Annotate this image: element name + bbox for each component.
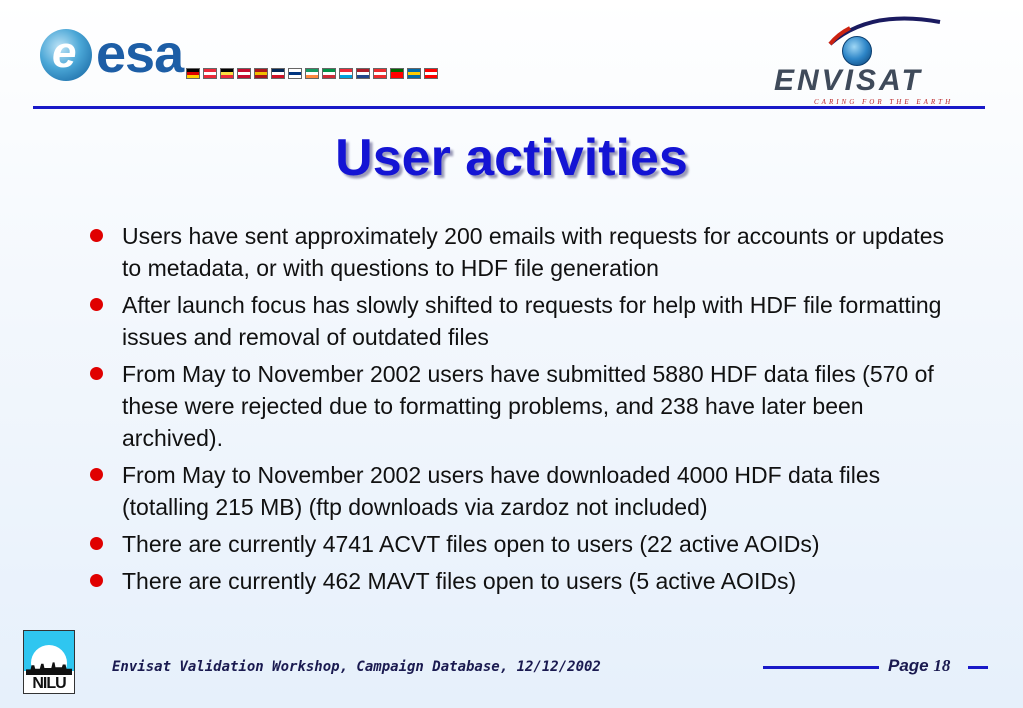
bullet-text: There are currently 462 MAVT files open to users (5 active AOIDs)	[122, 568, 797, 594]
bullet-text: After launch focus has slowly shifted to requests for help with HDF file formatting issues and removal of outdated files	[122, 292, 942, 350]
page-number: 18	[933, 656, 951, 675]
flag-icon	[237, 68, 251, 79]
footer-rule-right	[968, 666, 988, 669]
flag-icon	[203, 68, 217, 79]
bullet-text: From May to November 2002 users have submitted 5880 HDF data files (570 of these were rejected due to formatting problems, and 238 have later been archived).	[122, 361, 934, 451]
envisat-tagline: CARING FOR THE EARTH	[814, 98, 954, 106]
flag-icon	[186, 68, 200, 79]
bullet-item	[90, 289, 950, 353]
flag-icon	[220, 68, 234, 79]
bullet-text: Users have sent approximately 200 emails with requests for accounts or updates to metadata, or with questions to HDF file generation	[122, 223, 945, 281]
esa-logo-text: esa	[96, 24, 184, 84]
bullet-item	[90, 358, 950, 454]
nilu-logo	[23, 630, 75, 694]
page-label: Page	[888, 656, 929, 675]
footer-rule-left	[763, 666, 879, 669]
flag-icon	[356, 68, 370, 79]
envisat-logo	[770, 14, 990, 104]
globe-icon	[842, 36, 872, 66]
esa-logo	[40, 25, 440, 87]
nilu-logo-text: NILU	[32, 675, 66, 692]
flag-icon	[271, 68, 285, 79]
bullet-text: There are currently 4741 ACVT files open to users (22 active AOIDs)	[122, 531, 820, 557]
flag-icon	[254, 68, 268, 79]
flag-icon	[305, 68, 319, 79]
flag-icon	[339, 68, 353, 79]
flag-icon	[424, 68, 438, 79]
member-flags	[186, 67, 438, 79]
flag-icon	[373, 68, 387, 79]
bullet-item	[90, 459, 950, 523]
header-rule	[33, 106, 985, 109]
bullet-dot-icon	[90, 574, 103, 587]
bullet-dot-icon	[90, 229, 103, 242]
esa-e-glyph: e	[52, 28, 77, 77]
bullet-dot-icon	[90, 367, 103, 380]
bullet-dot-icon	[90, 537, 103, 550]
flag-icon	[322, 68, 336, 79]
flag-icon	[407, 68, 421, 79]
flag-icon	[288, 68, 302, 79]
bullet-item	[90, 528, 950, 560]
flag-icon	[390, 68, 404, 79]
bullet-list	[90, 220, 950, 602]
footer-event: Envisat Validation Workshop, Campaign Database, 12/12/2002	[112, 659, 601, 675]
bullet-text: From May to November 2002 users have downloaded 4000 HDF data files (totalling 215 MB) (ftp downloads via zardoz not included)	[122, 462, 881, 520]
bullet-item	[90, 565, 950, 597]
slide-title: User activities	[335, 129, 688, 187]
bullet-dot-icon	[90, 468, 103, 481]
envisat-name: ENVISAT	[774, 64, 923, 97]
page-indicator	[888, 656, 950, 676]
envisat-swoosh-icon	[810, 14, 950, 54]
bullet-dot-icon	[90, 298, 103, 311]
bullet-item	[90, 220, 950, 284]
